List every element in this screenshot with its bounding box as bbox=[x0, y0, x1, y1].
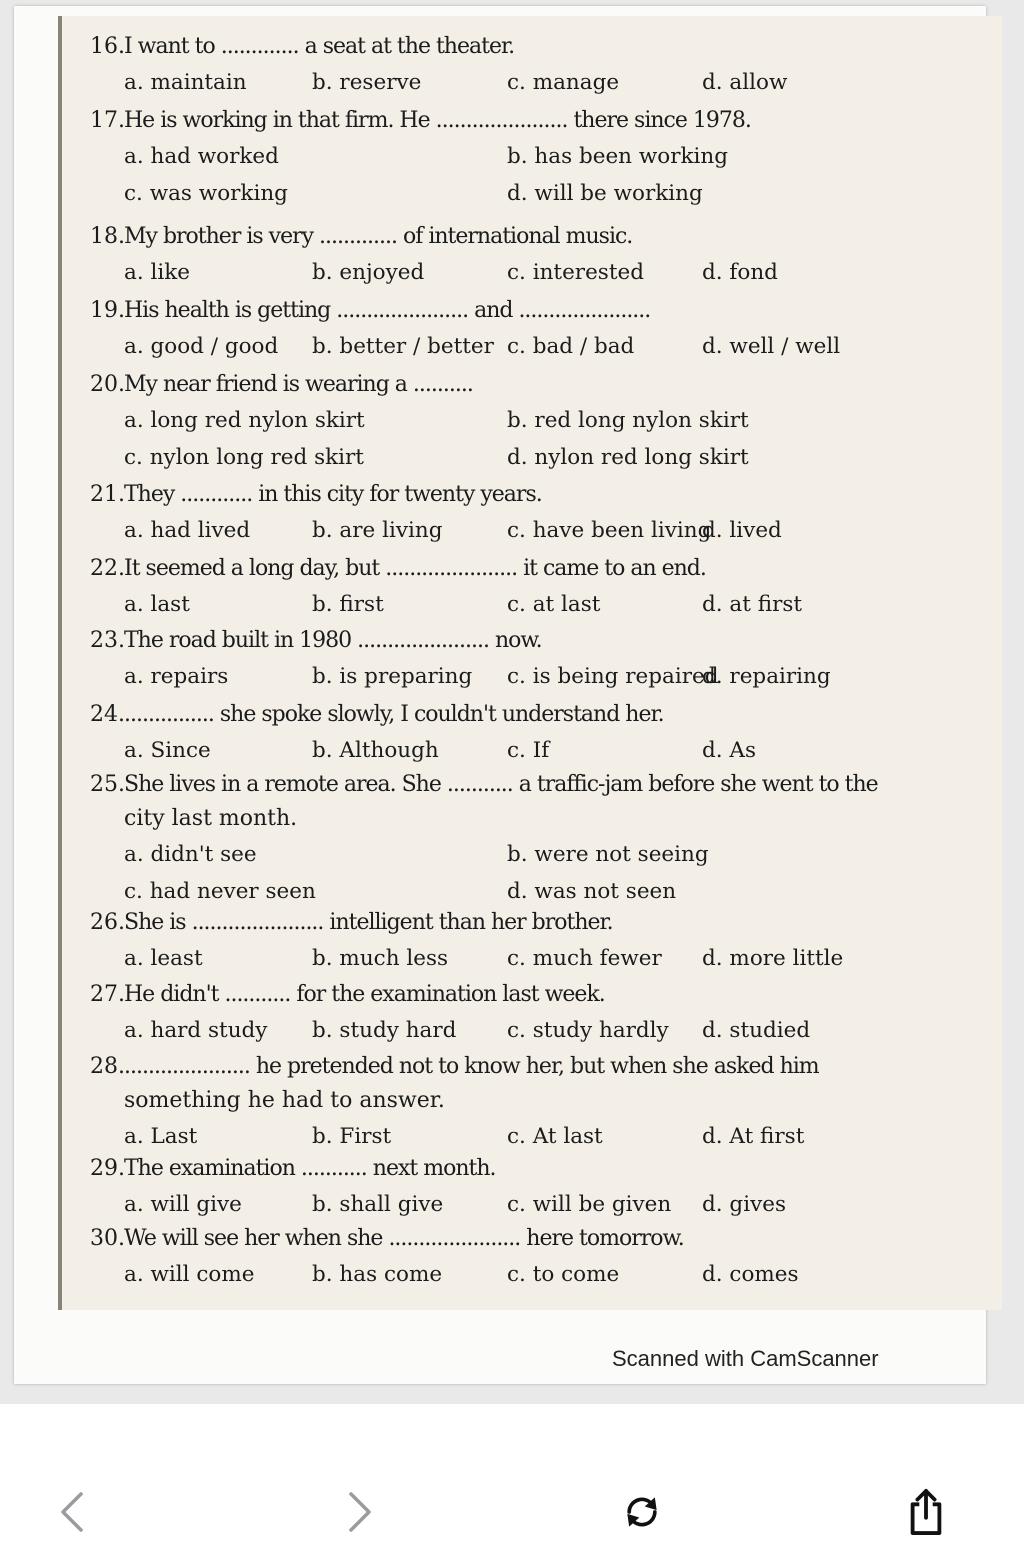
answer-option: d. comes bbox=[702, 1262, 799, 1287]
question-number: 17. bbox=[90, 108, 125, 133]
answer-option: c. will be given bbox=[507, 1192, 672, 1217]
question-text: ..................... he pretended not to know her, but when she asked him bbox=[124, 1054, 819, 1079]
question-text: The road built in 1980 ...................... now. bbox=[124, 628, 542, 653]
answer-option: d. repairing bbox=[702, 664, 831, 689]
answer-option: c. had never seen bbox=[124, 879, 316, 904]
answer-option: c. to come bbox=[507, 1262, 620, 1287]
question-number: 20. bbox=[90, 372, 125, 397]
worksheet-page bbox=[58, 16, 1002, 1310]
answer-option: a. long red nylon skirt bbox=[124, 408, 365, 433]
browser-toolbar bbox=[0, 1404, 1024, 1560]
answer-option: b. better / better bbox=[312, 334, 494, 359]
chevron-right-icon bbox=[345, 1490, 375, 1534]
question-number: 22. bbox=[90, 556, 125, 581]
answer-option: d. well / well bbox=[702, 334, 841, 359]
answer-option: b. has been working bbox=[507, 144, 728, 169]
answer-option: c. At last bbox=[507, 1124, 603, 1149]
answer-option: b. has come bbox=[312, 1262, 443, 1287]
answer-option: c. at last bbox=[507, 592, 601, 617]
question-number: 21. bbox=[90, 482, 125, 507]
answer-option: a. good / good bbox=[124, 334, 279, 359]
question-text: She lives in a remote area. She ........... a traffic-jam before she went to the bbox=[124, 772, 878, 797]
answer-option: d. As bbox=[702, 738, 756, 763]
question-text: It seemed a long day, but ...................... it came to an end. bbox=[124, 556, 706, 581]
answer-option: d. was not seen bbox=[507, 879, 677, 904]
question-number: 27. bbox=[90, 982, 125, 1007]
answer-option: d. fond bbox=[702, 260, 778, 285]
camscanner-footer: Scanned with CamScanner bbox=[612, 1346, 879, 1371]
answer-option: d. At first bbox=[702, 1124, 805, 1149]
answer-option: b. study hard bbox=[312, 1018, 457, 1043]
question-number: 29. bbox=[90, 1156, 125, 1181]
share-button[interactable] bbox=[904, 1488, 948, 1536]
question-text: He didn't ........... for the examination last week. bbox=[124, 982, 605, 1007]
forward-button[interactable] bbox=[338, 1488, 382, 1536]
answer-option: b. First bbox=[312, 1124, 392, 1149]
question-text: My brother is very ............. of international music. bbox=[124, 224, 633, 249]
answer-option: b. red long nylon skirt bbox=[507, 408, 749, 433]
answer-option: a. Last bbox=[124, 1124, 198, 1149]
answer-option: a. like bbox=[124, 260, 190, 285]
share-icon bbox=[904, 1486, 948, 1538]
answer-option: b. much less bbox=[312, 946, 449, 971]
answer-option: d. will be working bbox=[507, 181, 703, 206]
answer-option: a. last bbox=[124, 592, 190, 617]
question-number: 30. bbox=[90, 1226, 125, 1251]
answer-option: a. had lived bbox=[124, 518, 251, 543]
question-text: His health is getting ...................... and ...................... bbox=[124, 298, 651, 323]
answer-option: b. is preparing bbox=[312, 664, 473, 689]
question-number: 18. bbox=[90, 224, 125, 249]
question-number: 28. bbox=[90, 1054, 125, 1079]
answer-option: a. Since bbox=[124, 738, 211, 763]
question-text-continued: something he had to answer. bbox=[124, 1088, 445, 1113]
question-text: They ............ in this city for twenty years. bbox=[124, 482, 542, 507]
answer-option: d. more little bbox=[702, 946, 844, 971]
answer-option: a. didn't see bbox=[124, 842, 257, 867]
answer-option: a. repairs bbox=[124, 664, 229, 689]
refresh-icon bbox=[620, 1488, 664, 1536]
answer-option: c. much fewer bbox=[507, 946, 662, 971]
refresh-button[interactable] bbox=[620, 1488, 664, 1536]
answer-option: b. were not seeing bbox=[507, 842, 709, 867]
answer-option: a. least bbox=[124, 946, 203, 971]
answer-option: a. will come bbox=[124, 1262, 255, 1287]
answer-option: c. manage bbox=[507, 70, 620, 95]
answer-option: d. gives bbox=[702, 1192, 786, 1217]
question-text: She is ...................... intelligent than her brother. bbox=[124, 910, 613, 935]
answer-option: c. was working bbox=[124, 181, 288, 206]
question-number: 19. bbox=[90, 298, 125, 323]
answer-option: b. shall give bbox=[312, 1192, 444, 1217]
chevron-left-icon bbox=[57, 1490, 87, 1534]
question-number: 25. bbox=[90, 772, 125, 797]
answer-option: b. Although bbox=[312, 738, 439, 763]
answer-option: d. allow bbox=[702, 70, 788, 95]
back-button[interactable] bbox=[50, 1488, 94, 1536]
answer-option: c. nylon long red skirt bbox=[124, 445, 364, 470]
question-text: My near friend is wearing a .......... bbox=[124, 372, 473, 397]
answer-option: c. is being repaired bbox=[507, 664, 719, 689]
answer-option: c. If bbox=[507, 738, 550, 763]
answer-option: b. first bbox=[312, 592, 384, 617]
question-number: 23. bbox=[90, 628, 125, 653]
answer-option: a. will give bbox=[124, 1192, 242, 1217]
question-text: I want to ............. a seat at the theater. bbox=[124, 34, 515, 59]
answer-option: a. maintain bbox=[124, 70, 247, 95]
question-number: 26. bbox=[90, 910, 125, 935]
answer-option: a. had worked bbox=[124, 144, 279, 169]
question-number: 24. bbox=[90, 702, 125, 727]
answer-option: b. reserve bbox=[312, 70, 422, 95]
answer-option: c. bad / bad bbox=[507, 334, 635, 359]
answer-option: c. study hardly bbox=[507, 1018, 669, 1043]
answer-option: d. studied bbox=[702, 1018, 811, 1043]
question-text: He is working in that firm. He ...................... there since 1978. bbox=[124, 108, 751, 133]
answer-option: c. have been living bbox=[507, 518, 712, 543]
question-number: 16. bbox=[90, 34, 125, 59]
question-text: We will see her when she ...................... here tomorrow. bbox=[124, 1226, 684, 1251]
answer-option: d. at first bbox=[702, 592, 803, 617]
question-text-continued: city last month. bbox=[124, 806, 298, 831]
scanned-document-frame bbox=[14, 6, 986, 1384]
answer-option: b. enjoyed bbox=[312, 260, 425, 285]
answer-option: b. are living bbox=[312, 518, 443, 543]
answer-option: d. lived bbox=[702, 518, 782, 543]
answer-option: d. nylon red long skirt bbox=[507, 445, 749, 470]
answer-option: c. interested bbox=[507, 260, 644, 285]
answer-option: a. hard study bbox=[124, 1018, 268, 1043]
question-text: ............... she spoke slowly, I couldn't understand her. bbox=[124, 702, 664, 727]
question-text: The examination ........... next month. bbox=[124, 1156, 496, 1181]
